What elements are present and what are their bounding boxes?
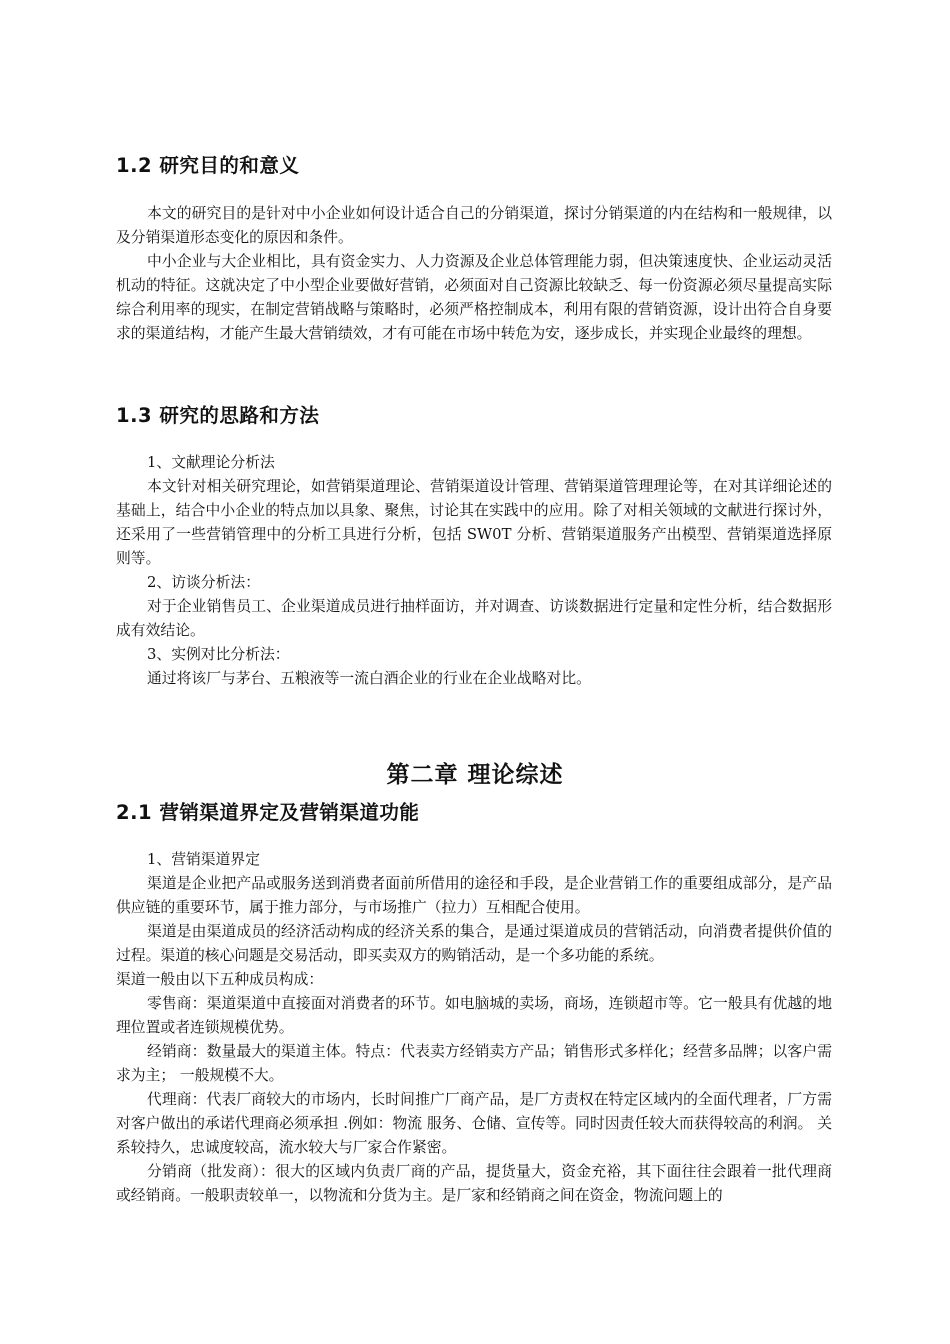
section-heading-1-2: 1.2 研究目的和意义 bbox=[116, 154, 300, 177]
section-heading-1-3: 1.3 研究的思路和方法 bbox=[116, 404, 320, 427]
paragraph: 渠道是由渠道成员的经济活动构成的经济关系的集合，是通过渠道成员的营销活动，向消费者提供价值的过程。渠道的核心问题是交易活动，即买卖双方的购销活动，是一个多功能的系统。 bbox=[116, 923, 832, 964]
section-heading-2-1: 2.1 营销渠道界定及营销渠道功能 bbox=[116, 801, 420, 824]
paragraph: 经销商：数量最大的渠道主体。特点：代表卖方经销卖方产品；销售形式多样化；经营多品牌；以客户需求为主； 一般规模不大。 bbox=[116, 1043, 832, 1084]
paragraph: 通过将该厂与茅台、五粮液等一流白酒企业的行业在企业战略对比。 bbox=[147, 670, 591, 687]
paragraph: 代理商：代表厂商较大的市场内，长时间推广厂商产品，是厂方责权在特定区域内的全面代理者，厂方需对客户做出的承诺代理商必须承担 .例如：物流 服务、仓储、宣传等。同时因责任较大而获得较高的利润。 关系较持久，忠诚度较高，流水较大与厂家合作紧密。 bbox=[116, 1091, 832, 1156]
paragraph: 中小企业与大企业相比，具有资金实力、人力资源及企业总体管理能力弱，但决策速度快、企业运动灵活机动的特征。这就决定了中小型企业要做好营销，必须面对自己资源比较缺乏、每一份资源必须尽量提高实际综合利用率的现实，在制定营销战略与策略时，必须严格控制成本，利用有限的营销资源，设计出符合自身要求的渠道结构，才能产生最大营销绩效，才有可能在市场中转危为安，逐步成长，并实现企业最终的理想。 bbox=[116, 253, 832, 342]
paragraph: 本文的研究目的是针对中小企业如何设计适合自己的分销渠道，探讨分销渠道的内在结构和一般规律，以及分销渠道形态变化的原因和条件。 bbox=[116, 205, 832, 246]
paragraph: 渠道一般由以下五种成员构成： bbox=[116, 971, 324, 988]
chapter-title: 第二章 理论综述 bbox=[386, 762, 564, 788]
paragraph: 本文针对相关研究理论，如营销渠道理论、营销渠道设计管理、营销渠道管理理论等，在对其详细论述的基础上，结合中小企业的特点加以具象、聚焦，讨论其在实践中的应用。除了对相关领域的文献进行探讨外，还采用了一些营销管理中的分析工具进行分析，包括 SW0T 分析、营销渠道服务产出模型、营销渠道选择原则等。 bbox=[116, 478, 832, 567]
paragraph: 对于企业销售员工、企业渠道成员进行抽样面访，并对调查、访谈数据进行定量和定性分析，结合数据形成有效结论。 bbox=[116, 598, 832, 639]
list-item-label: 1、营销渠道界定 bbox=[147, 851, 260, 868]
list-item-label: 1、文献理论分析法 bbox=[147, 454, 275, 471]
list-item-label: 3、实例对比分析法： bbox=[147, 646, 290, 663]
paragraph: 分销商（批发商）：很大的区域内负责厂商的产品，提货量大，资金充裕，其下面往往会跟着一批代理商或经销商。一般职责较单一，以物流和分货为主。是厂家和经销商之间在资金，物流问题上的 bbox=[116, 1163, 832, 1204]
paragraph: 零售商：渠道渠道中直接面对消费者的环节。如电脑城的卖场，商场，连锁超市等。它一般具有优越的地理位置或者连锁规模优势。 bbox=[116, 995, 832, 1036]
paragraph: 渠道是企业把产品或服务送到消费者面前所借用的途径和手段，是企业营销工作的重要组成部分，是产品供应链的重要环节，属于推力部分，与市场推广（拉力）互相配合使用。 bbox=[116, 875, 832, 916]
list-item-label: 2、访谈分析法： bbox=[147, 574, 260, 591]
